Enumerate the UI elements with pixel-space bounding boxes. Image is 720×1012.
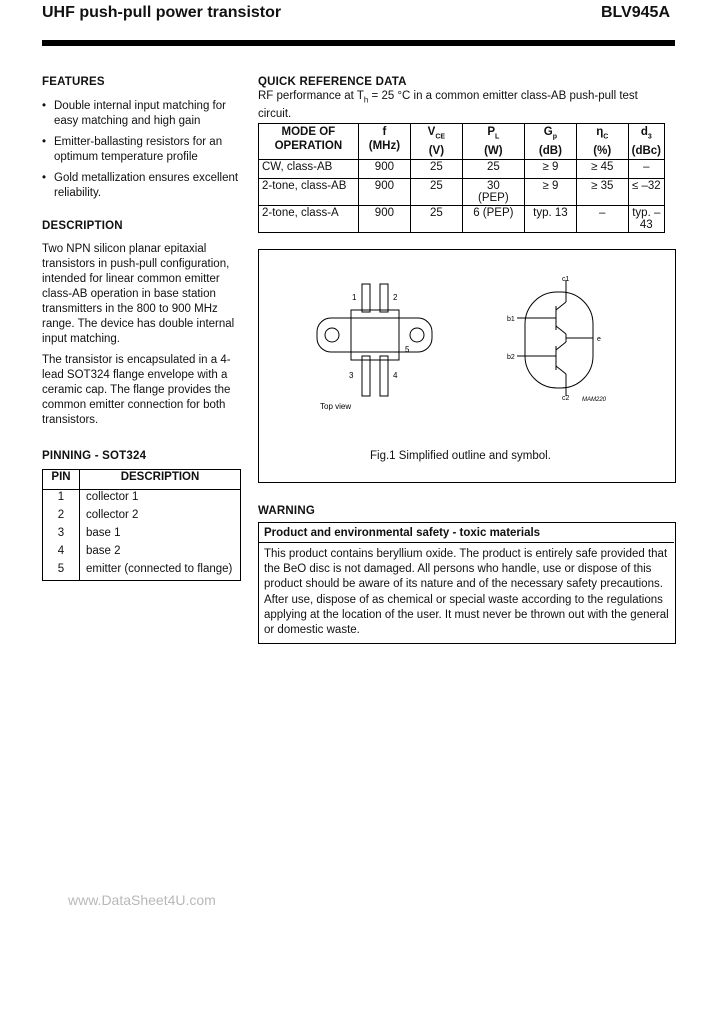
- table-row: [43, 508, 241, 526]
- table-row: [43, 544, 241, 562]
- qrd-cell: CW, class-AB: [259, 160, 359, 179]
- qrd-intro: [258, 89, 668, 122]
- description-col-header: DESCRIPTION: [80, 470, 241, 490]
- package-outline: [317, 284, 432, 396]
- table-row: [43, 526, 241, 544]
- qrd-cell: –: [576, 206, 628, 233]
- col-d3: [628, 124, 664, 160]
- pin-description: emitter (connected to flange): [80, 562, 241, 581]
- qrd-cell: 900: [358, 179, 410, 206]
- description-paragraph: The transistor is encapsulated in a 4-lead SOT324 flange envelope with a ceramic cap. The flange provides the common emitter connection for both transistors.: [42, 354, 231, 426]
- warning-box-title: Product and environmental safety - toxic materials: [259, 523, 674, 543]
- pin-description: collector 1: [80, 490, 241, 509]
- col-vce-sym: V: [427, 126, 436, 138]
- table-row: [43, 562, 241, 581]
- col-f-l1: f: [382, 126, 387, 138]
- figure-code: MAM220: [582, 397, 607, 403]
- pin-description: base 1: [80, 526, 241, 544]
- qrd-cell: 6 (PEP): [462, 206, 524, 233]
- warning-heading: WARNING: [258, 505, 315, 517]
- col-mode: [259, 124, 359, 160]
- qrd-header-row: [259, 124, 665, 160]
- qrd-cell: 25: [462, 160, 524, 179]
- warning-text: This product contains beryllium oxide. The product is entirely safe provided that the BeO disc is not damaged. All persons who handle, use or dispose of this product should be aware of its nature and of the necessary safety precautions. After use, dispose of as chemical or special waste according to the regulations applying at the location of the user. It must never be thrown out with the general or domestic waste.: [264, 548, 669, 637]
- qrd-heading: QUICK REFERENCE DATA: [258, 76, 407, 88]
- pin-description: collector 2: [80, 508, 241, 526]
- col-vce-unit: (V): [428, 145, 445, 158]
- qrd-cell: 2-tone, class-A: [259, 206, 359, 233]
- qrd-cell: 2-tone, class-AB: [259, 179, 359, 206]
- col-d3-sym: d: [640, 126, 648, 138]
- qrd-cell: ≥ 9: [524, 179, 576, 206]
- qrd-cell: 900: [358, 206, 410, 233]
- col-mode-l1: MODE OF: [281, 126, 336, 138]
- qrd-cell: ≥ 35: [576, 179, 628, 206]
- transistor-symbol: [517, 280, 593, 396]
- table-row: [259, 160, 665, 179]
- col-gp-sub: p: [552, 133, 558, 141]
- feature-item: • Emitter-ballasting resistors for an optimum temperature profile: [42, 135, 242, 165]
- qrd-intro-sub: h: [363, 95, 369, 105]
- part-number: BLV945A: [600, 4, 670, 21]
- col-d3-sub: 3: [647, 133, 652, 141]
- col-f-l2: (MHz): [368, 140, 401, 152]
- col-gp-unit: (dB): [538, 145, 562, 158]
- feature-item: • Double internal input matching for easy matching and high gain: [42, 99, 242, 129]
- top-view-label: Top view: [320, 402, 352, 411]
- qrd-intro-b: = 25 °C in a common emitter class-AB push-pull test circuit.: [258, 90, 638, 121]
- table-row: [259, 206, 665, 233]
- outline-and-symbol-diagram: [259, 250, 673, 440]
- qrd-cell: typ. –43: [628, 206, 664, 233]
- pin-number: 2: [43, 508, 80, 526]
- description-heading: DESCRIPTION: [42, 220, 123, 232]
- qrd-cell: 25: [411, 179, 463, 206]
- description-paragraph: Two NPN silicon planar epitaxial transistors in push-pull configuration, intended for linear common emitter class-AB operation in base station transmitters in the 800 to 900 MHz range. The device has double internal input matching.: [42, 243, 235, 345]
- symbol-label-c1: c1: [562, 276, 570, 283]
- description-body: [42, 242, 244, 434]
- table-row: [259, 179, 665, 206]
- pin-number: 5: [43, 562, 80, 581]
- feature-item: • Gold metallization ensures excellent reliability.: [42, 171, 242, 201]
- qrd-cell: 25: [411, 160, 463, 179]
- qrd-cell: 25: [411, 206, 463, 233]
- pin-label-4: 4: [393, 371, 398, 380]
- qrd-cell: 900: [358, 160, 410, 179]
- col-d3-unit: (dBc): [631, 145, 661, 158]
- page-title: UHF push-pull power transistor: [42, 4, 282, 21]
- pin-number: 4: [43, 544, 80, 562]
- col-eta-sub: C: [603, 133, 609, 141]
- pinning-table: [42, 469, 241, 581]
- watermark: www.DataSheet4U.com: [68, 892, 216, 908]
- pin-col-header: PIN: [43, 470, 80, 490]
- col-pl: [462, 124, 524, 160]
- col-eta-sym: η: [596, 126, 604, 138]
- qrd-cell: 30 (PEP): [462, 179, 524, 206]
- symbol-label-b2: b2: [507, 354, 515, 361]
- col-eta: [576, 124, 628, 160]
- qrd-cell: typ. 13: [524, 206, 576, 233]
- qrd-cell: ≥ 45: [576, 160, 628, 179]
- pin-number: 1: [43, 490, 80, 509]
- col-vce-sub: CE: [435, 133, 446, 141]
- qrd-cell: ≤ –32: [628, 179, 664, 206]
- col-gp-sym: G: [543, 126, 553, 138]
- col-pl-sym: P: [487, 126, 496, 138]
- pin-label-5: 5: [405, 345, 410, 354]
- qrd-cell: ≥ 9: [524, 160, 576, 179]
- qrd-cell: –: [628, 160, 664, 179]
- col-pl-unit: (W): [484, 145, 503, 158]
- features-list: [42, 99, 242, 207]
- col-gp: [524, 124, 576, 160]
- pin-label-3: 3: [349, 371, 354, 380]
- header-rule: [42, 40, 675, 46]
- symbol-label-e: e: [597, 336, 601, 343]
- symbol-label-c2: c2: [562, 395, 570, 402]
- col-mode-l2: OPERATION: [274, 140, 343, 152]
- features-heading: FEATURES: [42, 76, 105, 88]
- pin-description: base 2: [80, 544, 241, 562]
- pin-label-1: 1: [352, 293, 357, 302]
- pin-label-2: 2: [393, 293, 398, 302]
- col-vce: [411, 124, 463, 160]
- qrd-intro-a: RF performance at T: [258, 90, 364, 102]
- col-f: [358, 124, 410, 160]
- pin-number: 3: [43, 526, 80, 544]
- pinning-heading: PINNING - SOT324: [42, 450, 147, 462]
- symbol-label-b1: b1: [507, 316, 515, 323]
- col-eta-unit: (%): [593, 145, 612, 158]
- figure-caption: Fig.1 Simplified outline and symbol.: [370, 450, 551, 462]
- col-pl-sub: L: [495, 133, 500, 141]
- qrd-table: [258, 123, 665, 233]
- table-row: [43, 490, 241, 509]
